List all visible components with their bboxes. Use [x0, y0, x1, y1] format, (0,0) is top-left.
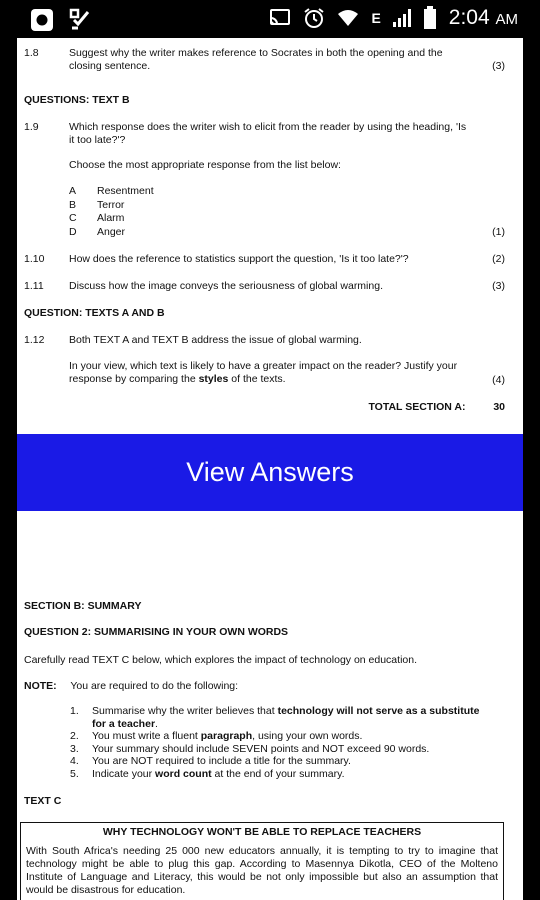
status-bar: [0, 0, 540, 38]
battery-icon: [423, 6, 437, 30]
view-answers-label: View Answers: [186, 457, 354, 487]
text-c-body: With South Africa's needing 25 000 new educators annually, it is tempting to try to imagine that technology might be able to plug this gap. According to Masennya Dikotla, CEO of the Molteno Institute of Language and Literacy, this would be not only impossible but also an assumption that would be disastrous for education.: [26, 845, 498, 896]
total-section-a: [368, 401, 505, 414]
section-b-intro: Carefully read TEXT C below, which explores the impact of technology on education.: [24, 654, 417, 666]
status-left-icons: [30, 8, 92, 32]
total-value: 30: [493, 401, 505, 413]
question-text: Both TEXT A and TEXT B address the issue of global warming.: [69, 334, 362, 346]
question-1-9-instruction: Choose the most appropriate response from the list below:: [69, 159, 341, 171]
note-text: You are required to do the following:: [70, 680, 239, 692]
text-c-title: WHY TECHNOLOGY WON'T BE ABLE TO REPLACE TEACHERS: [102, 826, 422, 838]
question-2-heading: QUESTION 2: SUMMARISING IN YOUR OWN WORDS: [24, 626, 289, 638]
question-number: 1.10: [24, 253, 45, 265]
instructions-list: [70, 705, 480, 780]
option-c: C Alarm: [69, 212, 125, 224]
total-label: TOTAL SECTION A:: [368, 401, 466, 413]
question-1-12-prompt: In your view, which text is likely to have a greater impact on the reader? Justify your response by comparing the styles of the texts.: [69, 360, 458, 385]
alarm-icon: [303, 7, 325, 29]
network-type-label: E: [371, 10, 381, 26]
question-number: 1.11: [24, 280, 44, 292]
list-item: 5. Indicate your word count at the end of your summary.: [70, 767, 345, 780]
note: [24, 680, 238, 693]
heading-texts-a-b: QUESTION: TEXTS A AND B: [24, 307, 165, 319]
option-a: A Resentment: [69, 185, 154, 197]
document-page[interactable]: [17, 38, 523, 900]
option-d: D Anger: [69, 226, 126, 238]
list-item: 4. You are NOT required to include a title for the summary.: [70, 755, 351, 767]
heading-text-b: QUESTIONS: TEXT B: [24, 94, 130, 106]
question-1-9-mark: (1): [492, 226, 505, 238]
checklist-notification-icon: [68, 8, 92, 32]
status-right-icons: [269, 6, 518, 30]
question-text: Suggest why the writer makes reference to Socrates in both the opening and the closing sentence.: [69, 47, 443, 72]
list-item: 2. You must write a fluent paragraph, using your own words.: [70, 730, 363, 742]
list-item: 3. Your summary should include SEVEN points and NOT exceed 90 words.: [70, 742, 430, 755]
question-mark: (2): [492, 253, 505, 265]
app-notification-icon: [30, 8, 54, 32]
text-c-label: TEXT C: [24, 795, 62, 807]
question-number: 1.12: [24, 334, 45, 346]
question-number: 1.8: [24, 47, 39, 59]
cast-icon: [269, 8, 291, 28]
question-mark: (3): [492, 280, 505, 292]
list-item: 1. Summarise why the writer believes that technology will not serve as a substitute for a teacher.: [70, 705, 480, 730]
question-text: Discuss how the image conveys the seriousness of global warming.: [69, 280, 383, 292]
clock: 2:04 AM: [448, 6, 518, 29]
section-b-heading: SECTION B: SUMMARY: [24, 600, 142, 612]
wifi-icon: [337, 8, 359, 28]
question-mark: (3): [492, 60, 505, 72]
view-answers-button[interactable]: [17, 434, 523, 511]
question-text: How does the reference to statistics support the question, 'Is it too late?'?: [69, 253, 409, 265]
question-text: Which response does the writer wish to elicit from the reader by using the heading, 'Is it too late?'?: [69, 121, 467, 146]
question-1-12-mark: (4): [492, 374, 505, 386]
text-c-box: [20, 822, 504, 900]
option-b: B Terror: [69, 199, 125, 211]
question-number: 1.9: [24, 121, 39, 133]
note-label: NOTE:: [24, 680, 57, 692]
signal-icon: [393, 8, 411, 28]
